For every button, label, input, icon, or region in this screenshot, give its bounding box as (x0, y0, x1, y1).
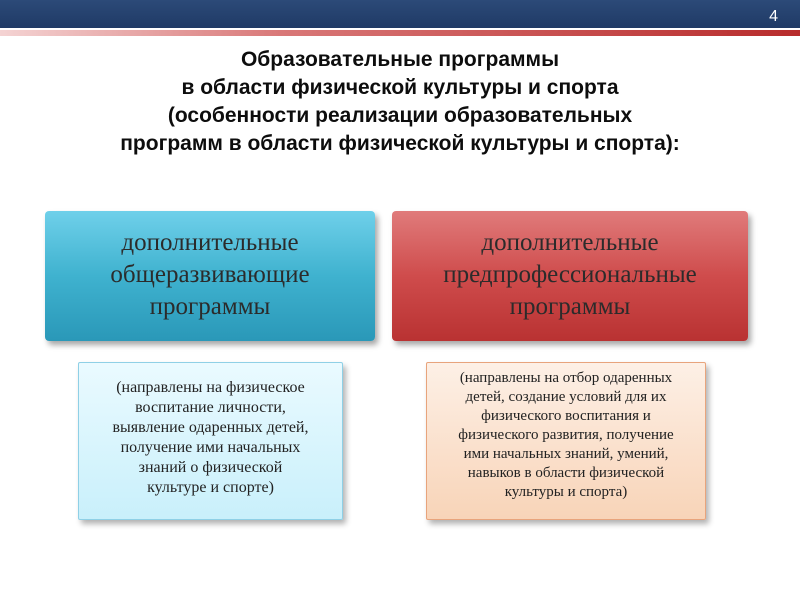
description-line: ими начальных знаний, умений, (463, 446, 669, 462)
description-line: (направлены на отбор одаренных (459, 370, 673, 386)
general-development-programs-header (45, 211, 375, 341)
description-line: культуре и спорте) (147, 479, 274, 496)
description-line: воспитание личности, (135, 399, 286, 416)
slide-number: 4 (769, 8, 778, 25)
description-line: знаний о физической (138, 459, 283, 476)
header-line: программы (509, 293, 631, 320)
header-line: дополнительные (121, 229, 299, 256)
description-line: выявление одаренных детей, (112, 419, 309, 436)
header-line: предпрофессиональные (443, 261, 697, 288)
top-header-band (0, 0, 800, 28)
title-line: (особенности реализации образовательных (167, 104, 633, 127)
pre-professional-programs-description (426, 362, 706, 520)
description-line: физического развития, получение (458, 427, 674, 443)
header-line: общеразвивающие (110, 261, 310, 288)
description-line: получение ими начальных (120, 439, 301, 456)
description-line: детей, создание условий для их (465, 389, 667, 405)
slide-title (20, 46, 780, 158)
description-line: (направлены на физическое (116, 379, 305, 396)
pre-professional-programs-header (392, 211, 748, 341)
header-line: дополнительные (481, 229, 659, 256)
title-line: программ в области физической культуры и спорта): (120, 132, 680, 155)
description-line: физического воспитания и (481, 408, 651, 424)
accent-band (0, 30, 800, 36)
title-line: Образовательные программы (240, 48, 560, 71)
header-line: программы (149, 293, 271, 320)
description-line: навыков в области физической (467, 465, 665, 481)
description-line: культуры и спорта) (504, 484, 628, 500)
title-line: в области физической культуры и спорта (181, 76, 619, 99)
general-development-programs-description (78, 362, 343, 520)
